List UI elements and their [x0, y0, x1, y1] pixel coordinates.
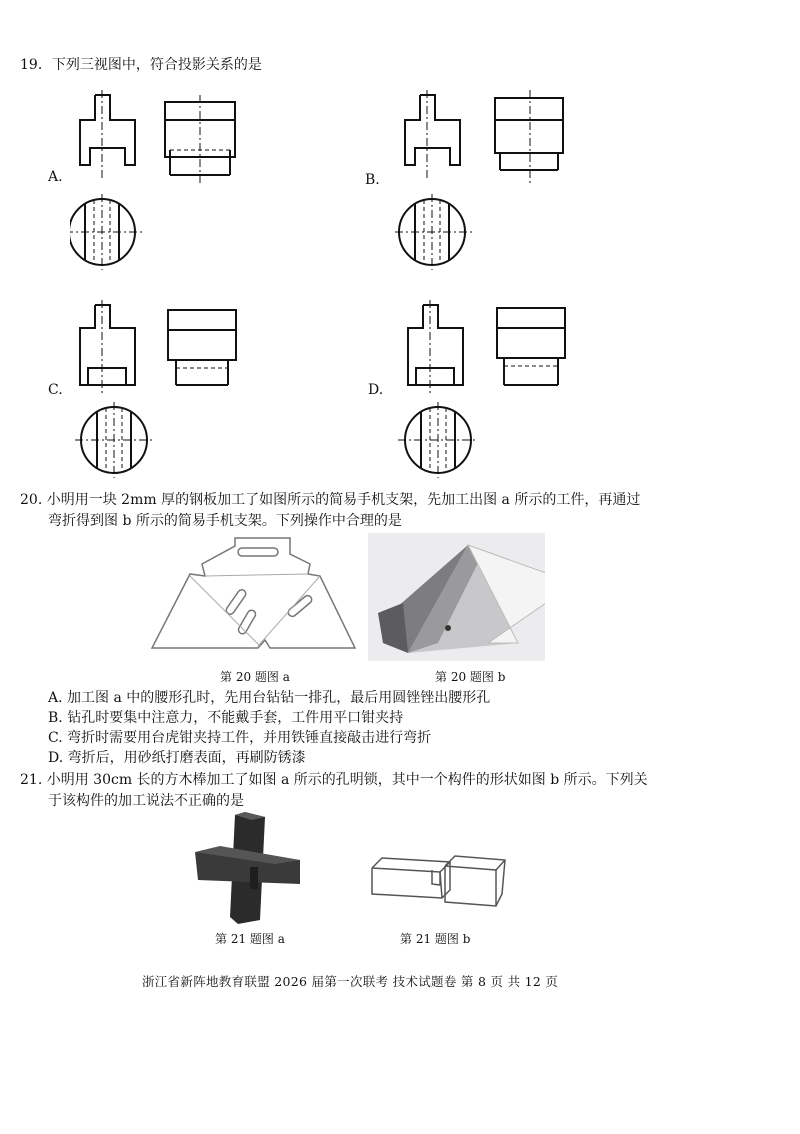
option-a-three-view: [70, 90, 270, 294]
wooden-piece-outline: [370, 850, 510, 920]
figure-20a-caption: 第 20 题图 a: [220, 670, 290, 684]
three-view-drawing-d: [398, 300, 598, 480]
option-c-three-view: [70, 300, 270, 484]
question-19-stem: 19．下列三视图中，符合投影关系的是: [20, 57, 262, 73]
phone-stand-photo: [368, 533, 545, 661]
question-21-line-2: 于该构件的加工说法不正确的是: [48, 793, 244, 809]
option-b-label[interactable]: B.: [365, 172, 380, 188]
figure-21a-photo: [190, 812, 310, 931]
option-d-label[interactable]: D.: [368, 382, 384, 398]
option-a-label[interactable]: A.: [48, 169, 63, 185]
question-20-line-1: 20. 小明用一块 2mm 厚的钢板加工了如图所示的简易手机支架，先加工出图 a 所示的工件，再通过: [20, 492, 641, 508]
figure-21b-drawing: [370, 850, 510, 924]
option-d-three-view: [398, 300, 598, 484]
question-20-option-d[interactable]: D. 弯折后，用砂纸打磨表面，再刷防锈漆: [48, 750, 306, 766]
figure-20b-caption: 第 20 题图 b: [435, 670, 506, 684]
question-20-option-a[interactable]: A. 加工图 a 中的腰形孔时，先用台钻钻一排孔，最后用圆锉锉出腰形孔: [48, 690, 491, 706]
question-20-option-b[interactable]: B. 钻孔时要集中注意力，不能戴手套，工件用平口钳夹持: [48, 710, 404, 726]
question-20-option-c[interactable]: C. 弯折时需要用台虎钳夹持工件，并用铁锤直接敲击进行弯折: [48, 730, 432, 746]
three-view-drawing-c: [70, 300, 270, 480]
page-footer: 浙江省新阵地教育联盟 2026 届第一次联考 技术试题卷 第 8 页 共 12 页: [142, 974, 559, 989]
three-view-drawing-a: [70, 90, 270, 290]
steel-plate-outline: [150, 536, 360, 656]
question-20-line-2: 弯折得到图 b 所示的简易手机支架。下列操作中合理的是: [48, 513, 402, 529]
option-b-three-view: [395, 90, 595, 294]
figure-21a-caption: 第 21 题图 a: [215, 932, 285, 946]
figure-21b-caption: 第 21 题图 b: [400, 932, 471, 946]
figure-20b-photo: [368, 533, 545, 661]
burr-puzzle-photo: [190, 812, 310, 927]
three-view-drawing-b: [395, 90, 595, 290]
figure-20a-flat-workpiece: [150, 536, 360, 660]
option-c-label[interactable]: C.: [48, 382, 63, 398]
question-21-line-1: 21. 小明用 30cm 长的方木棒加工了如图 a 所示的孔明锁，其中一个构件的形状如图 b 所示。下列关: [20, 772, 648, 788]
